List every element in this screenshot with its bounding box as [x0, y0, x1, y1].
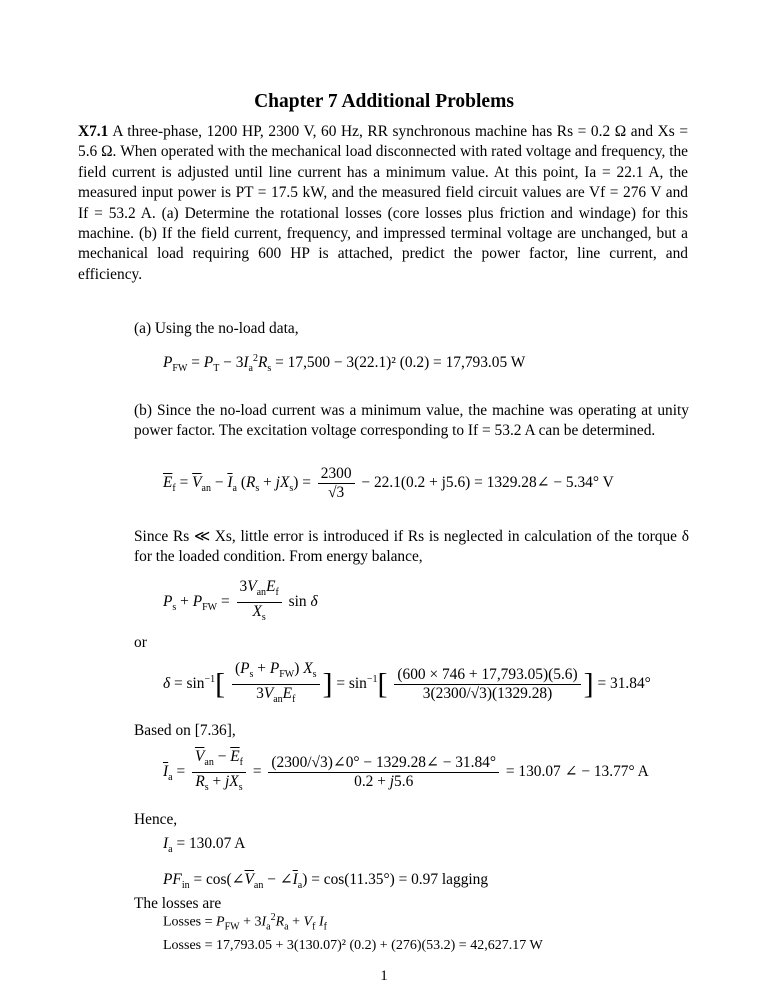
pf-result: = cos(11.35°) = 0.97 lagging [311, 871, 489, 888]
delta-result: = 31.84° [597, 675, 651, 693]
part-b-intro: (b) Since the no-load current was a minimum value, the machine was operating at unity power factor. The excitation voltage corresponding to If = 53.2 A can be determined. [134, 402, 689, 440]
equation-losses-1: Losses = $P_{FW} + 3I_a^2R_a + V_f$ $I_f$ [163, 912, 327, 933]
equation-losses-2: Losses = 17,793.05 + 3(130.07)² (0.2) + (276)(53.2) = 42,627.17 W [163, 938, 543, 953]
equation-delta: $\delta = \sin^{-1}$[ $\frac{(P_s + P_{FW}) X_s}{3V_{an}E_f}$ ] = $\sin^{-1}$[ $\frac{(600 \times 746 + 17,793.05)(5.6)}{3(2300/√3)(1329.28)}$ ] = 31.84° [163, 660, 651, 706]
problem-number: X7.1 [78, 123, 109, 140]
equation-pfw: $P_{FW} = P_T - 3I_a^2R_s = 17,500 - 3(22.1)^2$ (0.2) = 17,793.05 W [163, 353, 526, 375]
equation-energy-balance: $P_s + P_{FW}$ = $\frac{3V_{an}E_f}{X_s}$ sin δ [163, 578, 318, 624]
hence-text: Hence, [134, 811, 178, 828]
part-a-intro: (a) Using the no-load data, [134, 320, 299, 337]
losses-result: = 17,793.05 + 3(130.07)² (0.2) + (276)(53.2) = 42,627.17 W [204, 938, 543, 953]
equation-pf: $PF_{in}$ = $\cos(\angle\overline{V}_{an}$ − $\angle\overline{I}_a) = \cos(11.35^\circ) = 0.97$ lagging [163, 871, 489, 892]
problem-statement [78, 122, 688, 285]
equation-ef: $\overline{E}_f = \overline{V}_{an} - \overline{I}_a$ $(R_s + jX_s)$ = $\frac{2300}{√3}$ − 22.1(0.2 + j5.6) = 1329.28∠ − 5.34° V [163, 465, 614, 501]
ia-result: = 130.07 ∠ − 13.77° A [505, 763, 649, 781]
equation-ef-rhs: − 22.1(0.2 + j5.6) = 1329.28∠ − 5.34° V [361, 474, 614, 492]
or-text: or [134, 634, 147, 651]
ia-mag-value: = 130.07 A [176, 835, 246, 852]
since-text: Since Rs ≪ Xs, little error is introduced if Rs is neglected in calculation of the torque δ for the loaded condition. From energy balance, [134, 528, 689, 566]
equation-ia: $\overline{I}_a$ = $\frac{\overline{V}_{an} - \overline{E}_f}{R_s + jX_s}$ = $\frac{(2300/√3)\angle 0^\circ - 1329.28\angle - 31.84^\circ}{0.2 + j5.6}$ = 130.07 ∠ − 13.77° A [163, 748, 649, 794]
losses-intro: The losses are [134, 895, 222, 912]
equation-pfw-rhs: = 17,500 − 3(22.1)² (0.2) = 17,793.05 W [275, 354, 526, 372]
based-on-text: Based on [7.36], [134, 722, 236, 739]
problem-text: A three-phase, 1200 HP, 2300 V, 60 Hz, RR synchronous machine has Rs = 0.2 Ω and Xs = 5.6 Ω. When operated with the mechanical load disconnected with rated voltage and frequency, the field current is adjusted until line current has a minimum value. At this point, Ia = 22.1 A, the measured input power is PT = 17.5 kW, and the measured field circuit values are Vf = 276 V and If = 53.2 A. (a) Determine the rotational losses (core losses plus friction and windage) for this machine. (b) If the field current, frequency, and impressed terminal voltage are unchanged, but a mechanical load requiring 600 HP is attached, predict the power factor, line current, and efficiency. [78, 123, 689, 283]
page-title: Chapter 7 Additional Problems [254, 91, 514, 112]
equation-ia-mag: $I_a = 130.07$ A [163, 835, 246, 856]
page-number: 1 [380, 968, 388, 984]
